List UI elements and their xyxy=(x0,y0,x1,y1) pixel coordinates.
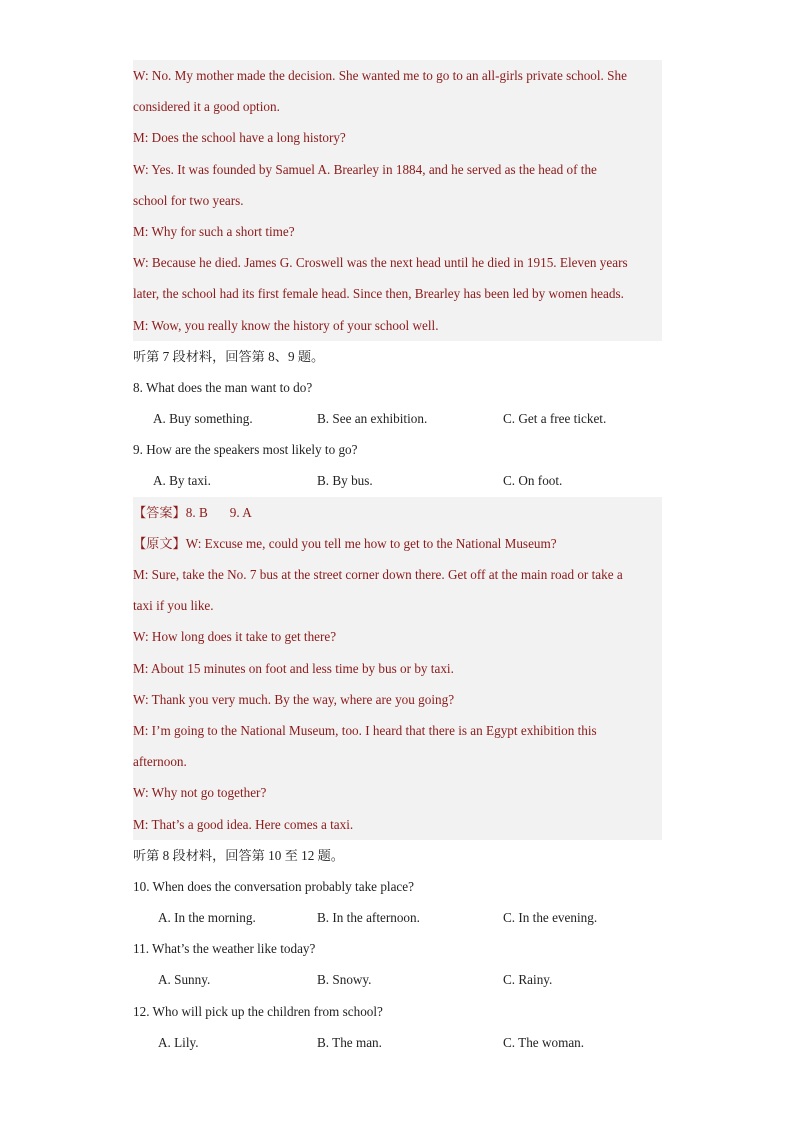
question-8: 8. What does the man want to do? xyxy=(133,379,313,395)
transcript-line: W: How long does it take to get there? xyxy=(133,621,662,652)
option-a: A. Sunny. xyxy=(158,972,211,988)
option-c: C. Rainy. xyxy=(503,972,553,988)
script-text: W: Excuse me, could you tell me how to get to the National Museum? xyxy=(185,535,557,551)
transcript-line: M: That’s a good idea. Here comes a taxi. xyxy=(133,809,662,840)
question-12-options xyxy=(0,1027,794,1058)
answer-9: 9. A xyxy=(229,504,252,520)
transcript-line: W: Thank you very much. By the way, where are you going? xyxy=(133,684,662,715)
question-10: 10. When does the conversation probably take place? xyxy=(133,878,414,894)
option-b: B. In the afternoon. xyxy=(317,910,420,926)
option-b: B. By bus. xyxy=(317,473,373,489)
transcript-line: W: Why not go together? xyxy=(133,777,662,808)
transcript-line: later, the school had its first female head. Since then, Brearley has been led by women heads. xyxy=(133,278,662,309)
question-9: 9. How are the speakers most likely to go? xyxy=(133,442,358,458)
option-c: C. In the evening. xyxy=(503,910,598,926)
section-heading-8: 听第 8 段材料，回答第 10 至 12 题。 xyxy=(133,847,344,863)
question-10-options xyxy=(0,902,794,933)
transcript-line: M: Why for such a short time? xyxy=(133,216,662,247)
transcript-line: M: Wow, you really know the history of your school well. xyxy=(133,310,662,341)
transcript-line: afternoon. xyxy=(133,746,662,777)
option-b: B. The man. xyxy=(317,1034,382,1050)
answer-line xyxy=(133,497,662,528)
question-8-options xyxy=(0,403,794,434)
transcript-line: M: I’m going to the National Museum, too. I heard that there is an Egypt exhibition this xyxy=(133,715,662,746)
transcript-line: W: Because he died. James G. Croswell was the next head until he died in 1915. Eleven years xyxy=(133,247,662,278)
transcript-line: school for two years. xyxy=(133,185,662,216)
option-c: C. On foot. xyxy=(503,473,563,489)
transcript-line: M: Does the school have a long history? xyxy=(133,122,662,153)
transcript-line: W: Yes. It was founded by Samuel A. Brearley in 1884, and he served as the head of the xyxy=(133,154,662,185)
transcript-line: W: No. My mother made the decision. She wanted me to go to an all-girls private school. She xyxy=(133,60,662,91)
answer-label: 【答案】 xyxy=(133,504,186,520)
transcript-line: taxi if you like. xyxy=(133,590,662,621)
option-c: C. Get a free ticket. xyxy=(503,411,607,427)
option-b: B. See an exhibition. xyxy=(317,411,428,427)
transcript-line: M: Sure, take the No. 7 bus at the street corner down there. Get off at the main road or take a xyxy=(133,559,662,590)
script-label: 【原文】 xyxy=(133,535,186,551)
option-a: A. Lily. xyxy=(158,1034,199,1050)
question-9-options xyxy=(0,465,794,496)
script-first-line xyxy=(133,528,662,559)
option-a: A. Buy something. xyxy=(153,411,253,427)
transcript-line: M: About 15 minutes on foot and less time by bus or by taxi. xyxy=(133,653,662,684)
question-12: 12. Who will pick up the children from school? xyxy=(133,1003,383,1019)
option-a: A. In the morning. xyxy=(158,910,256,926)
option-c: C. The woman. xyxy=(503,1034,585,1050)
answer-8: 8. B xyxy=(185,504,208,520)
document-page xyxy=(0,60,794,1058)
transcript-line: considered it a good option. xyxy=(133,91,662,122)
question-11-options xyxy=(0,964,794,995)
question-11: 11. What’s the weather like today? xyxy=(133,941,316,957)
option-b: B. Snowy. xyxy=(317,972,372,988)
option-a: A. By taxi. xyxy=(153,473,211,489)
section-heading-7: 听第 7 段材料，回答第 8、9 题。 xyxy=(133,348,325,364)
